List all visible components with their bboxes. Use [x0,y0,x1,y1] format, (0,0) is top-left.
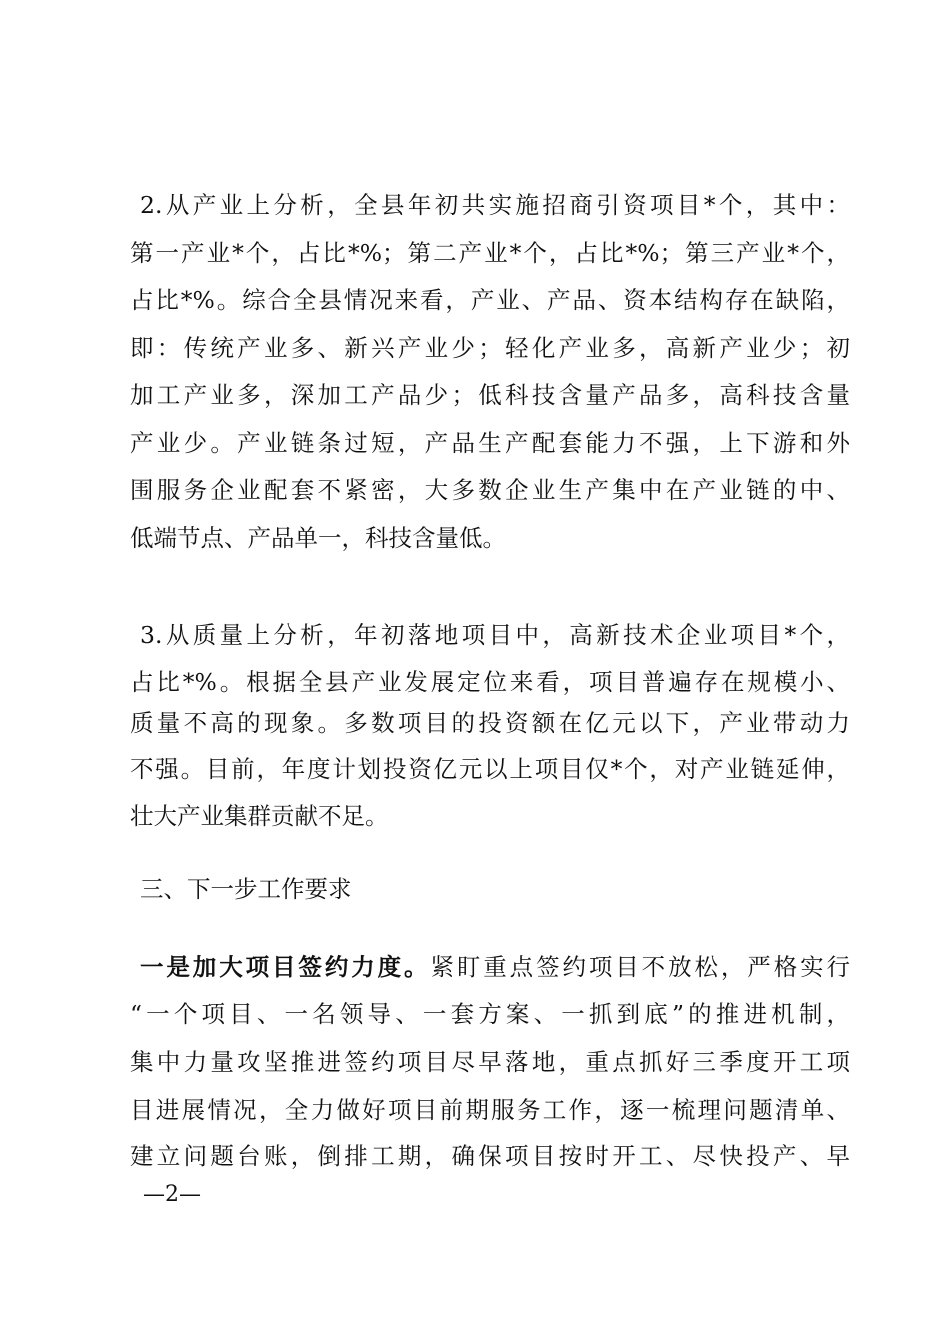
text-line: 占比*%。综合全县情况来看，产业、产品、资本结构存在缺陷， [130,286,850,314]
text-span: 紧盯重点签约项目不放松，严格实行 [430,953,851,981]
text-line: 3.从质量上分析，年初落地项目中，高新技术企业项目*个， [140,621,850,649]
text-line: 目进展情况，全力做好项目前期服务工作，逐一梳理问题清单、 [130,1096,850,1124]
lead-phrase: 一是加大项目签约力度。 [140,953,431,981]
text-line: 加工产业多，深加工产品少；低科技含量产品多，高科技含量 [130,381,850,409]
text-line: 质量不高的现象。多数项目的投资额在亿元以下，产业带动力 [130,709,850,737]
text-line: 即：传统产业多、新兴产业少；轻化产业多，高新产业少；初 [130,334,850,362]
page-number: —2— [143,1182,201,1207]
text-line: 不强。目前，年度计划投资亿元以上项目仅*个，对产业链延伸， [130,755,850,783]
text-line: 低端节点、产品单一，科技含量低。 [130,524,506,552]
text-line: “一个项目、一名领导、一套方案、一抓到底”的推进机制， [130,1000,850,1028]
text-line: 集中力量攻坚推进签约项目尽早落地，重点抓好三季度开工项 [130,1048,850,1076]
text-line: 产业少。产业链条过短，产品生产配套能力不强，上下游和外 [130,429,850,457]
text-line: 2.从产业上分析，全县年初共实施招商引资项目*个，其中： [140,191,850,219]
text-line: 壮大产业集群贡献不足。 [130,802,389,830]
text-line [140,952,850,982]
text-line: 围服务企业配套不紧密，大多数企业生产集中在产业链的中、 [130,476,850,504]
text-line: 第一产业*个，占比*%；第二产业*个，占比*%；第三产业*个， [130,239,850,267]
text-line: 建立问题台账，倒排工期，确保项目按时开工、尽快投产、早 [130,1142,850,1170]
section-heading: 三、下一步工作要求 [140,875,352,903]
text-line: 占比*%。根据全县产业发展定位来看，项目普遍存在规模小、 [130,668,850,696]
